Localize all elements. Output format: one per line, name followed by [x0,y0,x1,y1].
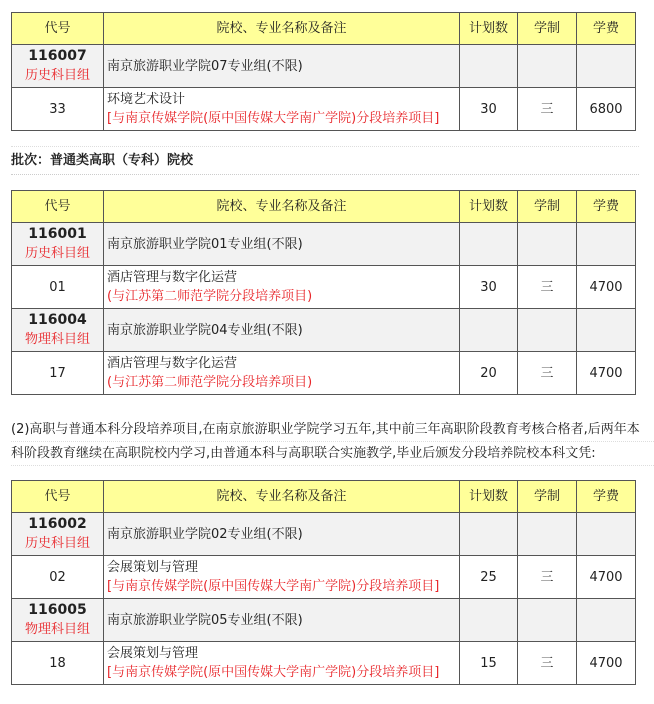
major-row [12,352,636,395]
major-name: 环境艺术设计 [107,92,186,107]
major-note: (与江苏第二师范学院分段培养项目) [107,375,313,390]
header-fee: 学费 [577,13,636,45]
group-name: 南京旅游职业学院02专业组(不限) [104,513,460,556]
group-code-cell [12,223,104,266]
major-plan: 20 [460,352,518,395]
header-years: 学制 [518,481,577,513]
major-code: 17 [12,352,104,395]
group-row [12,599,636,642]
major-years: 三 [518,266,577,309]
major-note: [与南京传媒学院(原中国传媒大学南广学院)分段培养项目] [107,665,440,680]
table-header-row [12,13,636,45]
group-subject: 物理科目组 [24,622,90,637]
major-years: 三 [518,88,577,131]
group-row [12,45,636,88]
header-name: 院校、专业名称及备注 [104,481,460,513]
table-header-row [12,481,636,513]
major-name: 会展策划与管理 [107,646,199,661]
group-code-cell [12,309,104,352]
group-name: 南京旅游职业学院07专业组(不限) [104,45,460,88]
header-name: 院校、专业名称及备注 [104,191,460,223]
project-description [11,418,654,466]
group-code: 116004 [28,312,87,328]
batch-heading: 批次：普通类高职（专科）院校 [11,147,639,175]
major-name-cell [104,266,460,309]
description-line-2: 科阶段教育继续在高职院校内学习,由普通本科与高职联合实施教学,毕业后颁发分段培养院校本科文凭: [11,442,654,466]
header-fee: 学费 [577,481,636,513]
major-fee: 4700 [577,556,636,599]
group-code: 116007 [28,48,87,64]
major-code: 01 [12,266,104,309]
major-plan: 15 [460,642,518,685]
major-plan: 30 [460,266,518,309]
description-line-1: (2)高职与普通本科分段培养项目,在南京旅游职业学院学习五年,其中前三年高职阶段教育考核合格者,后两年本 [11,418,654,442]
group-code: 116005 [28,602,87,618]
group-code: 116001 [28,226,87,242]
major-years: 三 [518,642,577,685]
admission-table-2 [11,190,636,395]
major-name-cell [104,88,460,131]
major-row [12,642,636,685]
major-name: 酒店管理与数字化运营 [107,356,238,371]
major-name-cell [104,556,460,599]
major-row [12,556,636,599]
header-plan: 计划数 [460,481,518,513]
major-fee: 4700 [577,352,636,395]
admission-table-1 [11,12,636,131]
major-code: 33 [12,88,104,131]
header-code: 代号 [12,191,104,223]
major-plan: 25 [460,556,518,599]
group-name: 南京旅游职业学院04专业组(不限) [104,309,460,352]
major-name-cell [104,642,460,685]
major-note: (与江苏第二师范学院分段培养项目) [107,289,313,304]
group-code-cell [12,45,104,88]
major-note: [与南京传媒学院(原中国传媒大学南广学院)分段培养项目] [107,579,440,594]
major-fee: 4700 [577,266,636,309]
group-code-cell [12,599,104,642]
header-plan: 计划数 [460,13,518,45]
header-code: 代号 [12,481,104,513]
group-code: 116002 [28,516,87,532]
major-row [12,88,636,131]
major-fee: 4700 [577,642,636,685]
major-years: 三 [518,352,577,395]
major-name: 会展策划与管理 [107,560,199,575]
group-subject: 历史科目组 [24,536,90,551]
group-subject: 历史科目组 [24,246,90,261]
group-row [12,513,636,556]
header-code: 代号 [12,13,104,45]
table-header-row [12,191,636,223]
major-years: 三 [518,556,577,599]
major-name: 酒店管理与数字化运营 [107,270,238,285]
group-code-cell [12,513,104,556]
major-fee: 6800 [577,88,636,131]
major-row [12,266,636,309]
major-plan: 30 [460,88,518,131]
group-subject: 历史科目组 [24,68,90,83]
header-plan: 计划数 [460,191,518,223]
admission-table-3 [11,480,636,685]
major-note: [与南京传媒学院(原中国传媒大学南广学院)分段培养项目] [107,111,440,126]
header-fee: 学费 [577,191,636,223]
group-name: 南京旅游职业学院05专业组(不限) [104,599,460,642]
group-row [12,223,636,266]
header-name: 院校、专业名称及备注 [104,13,460,45]
header-years: 学制 [518,13,577,45]
major-code: 18 [12,642,104,685]
header-years: 学制 [518,191,577,223]
group-subject: 物理科目组 [24,332,90,347]
major-name-cell [104,352,460,395]
major-code: 02 [12,556,104,599]
group-row [12,309,636,352]
group-name: 南京旅游职业学院01专业组(不限) [104,223,460,266]
